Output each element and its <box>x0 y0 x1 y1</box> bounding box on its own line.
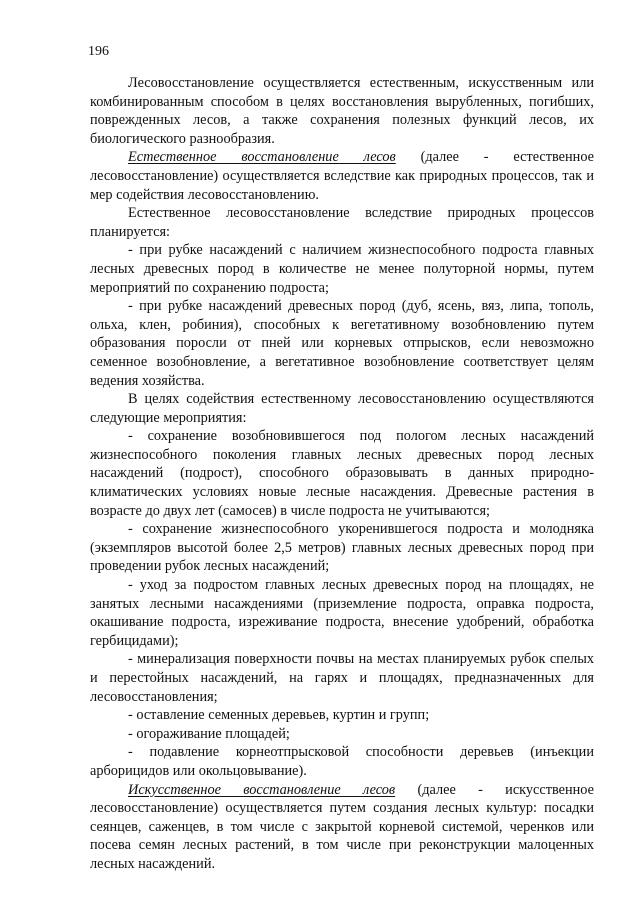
list-item-text: - огораживание площадей; <box>128 725 290 742</box>
list-item-text: - оставление семенных деревьев, куртин и групп; <box>128 707 430 724</box>
list-item-text: - сохранение жизнеспособного укоренившегося подроста и молодняка (экземпляров высотой более 2,5 метров) главных лесных древесных пород при проведении рубок лесных насаждений; <box>90 521 594 575</box>
paragraph-text: (далее - естественное лесовосстановление) осуществляется вследствие как природных процессов, так и мер содействия лесовосстановлению. <box>90 149 594 203</box>
paragraph-text: (далее - искусственное лесовосстановление) осуществляется путем создания лесных культур: посадки сеянцев, саженцев, в том числе с закрытой корневой системой, черенков или посева семян лесных растений, в том числе при реконструкции малоценных лесных насаждений. <box>90 781 594 872</box>
list-item-text: - сохранение возобновившегося под пологом лесных насаждений жизнеспособного поколения главных лесных древесных пород лесных насаждений (подрост), способного образовывать в данных природно-климатических условиях новые лесные насаждения. Древесные растения в возрасте до двух лет (самосев) в числе подроста не учитываются; <box>90 428 594 519</box>
list-item-text: - при рубке насаждений древесных пород (дуб, ясень, вяз, липа, тополь, ольха, клен, робиния), способных к вегетативному возобновлению путем образования поросли от пней или корневых отпрысков, если невозможно семенное возобновление, а вегетативное возобновление соответствует целям ведения хозяйства. <box>90 298 594 389</box>
page-number: 196 <box>88 44 109 59</box>
document-body <box>90 74 594 874</box>
paragraph-artificial-reforestation <box>90 781 594 874</box>
paragraph-text: В целях содействия естественному лесовосстановлению осуществляются следующие мероприятия: <box>90 391 594 426</box>
paragraph-reforestation-methods <box>90 74 594 148</box>
list-item-text: - при рубке насаждений с наличием жизнеспособного подроста главных лесных древесных пород в количестве не менее полуторной нормы, путем мероприятий по сохранению подроста; <box>90 242 594 296</box>
list-item <box>90 576 594 650</box>
term-artificial-reforestation: Искусственное восстановление лесов <box>128 781 396 798</box>
paragraph-text: Лесовосстановление осуществляется естественным, искусственным или комбинированным способом в целях восстановления вырубленных, погибших, поврежденных лесов, а также сохранения полезных функций лесов, их биологического разнообразия. <box>90 75 594 147</box>
list-item <box>90 427 594 520</box>
paragraph-text: Естественное лесовосстановление вследствие природных процессов планируется: <box>90 205 594 240</box>
list-item <box>90 520 594 576</box>
paragraph-natural-processes <box>90 204 594 241</box>
list-item-text: - уход за подростом главных лесных древесных пород на площадях, не занятых лесными насаждениями (приземление подроста, оправка подроста, окашивание подроста, изреживание подроста, внесение удобрений, обработка гербицидами); <box>90 577 594 649</box>
list-item-text: - минерализация поверхности почвы на местах планируемых рубок спелых и перестойных насаждений, на гарях и площадях, предназначенных для лесовосстановления; <box>90 651 594 705</box>
list-item <box>90 297 594 390</box>
paragraph-assistance-measures <box>90 390 594 427</box>
list-item-text: - подавление корнеотпрысковой способности деревьев (инъекции арборицидов или окольцовывание). <box>90 744 594 779</box>
list-item <box>90 241 594 297</box>
paragraph-natural-reforestation <box>90 148 594 204</box>
list-item <box>90 743 594 780</box>
term-natural-reforestation: Естественное восстановление лесов <box>128 149 396 166</box>
list-item <box>90 650 594 706</box>
list-item <box>90 706 594 725</box>
list-item <box>90 725 594 744</box>
